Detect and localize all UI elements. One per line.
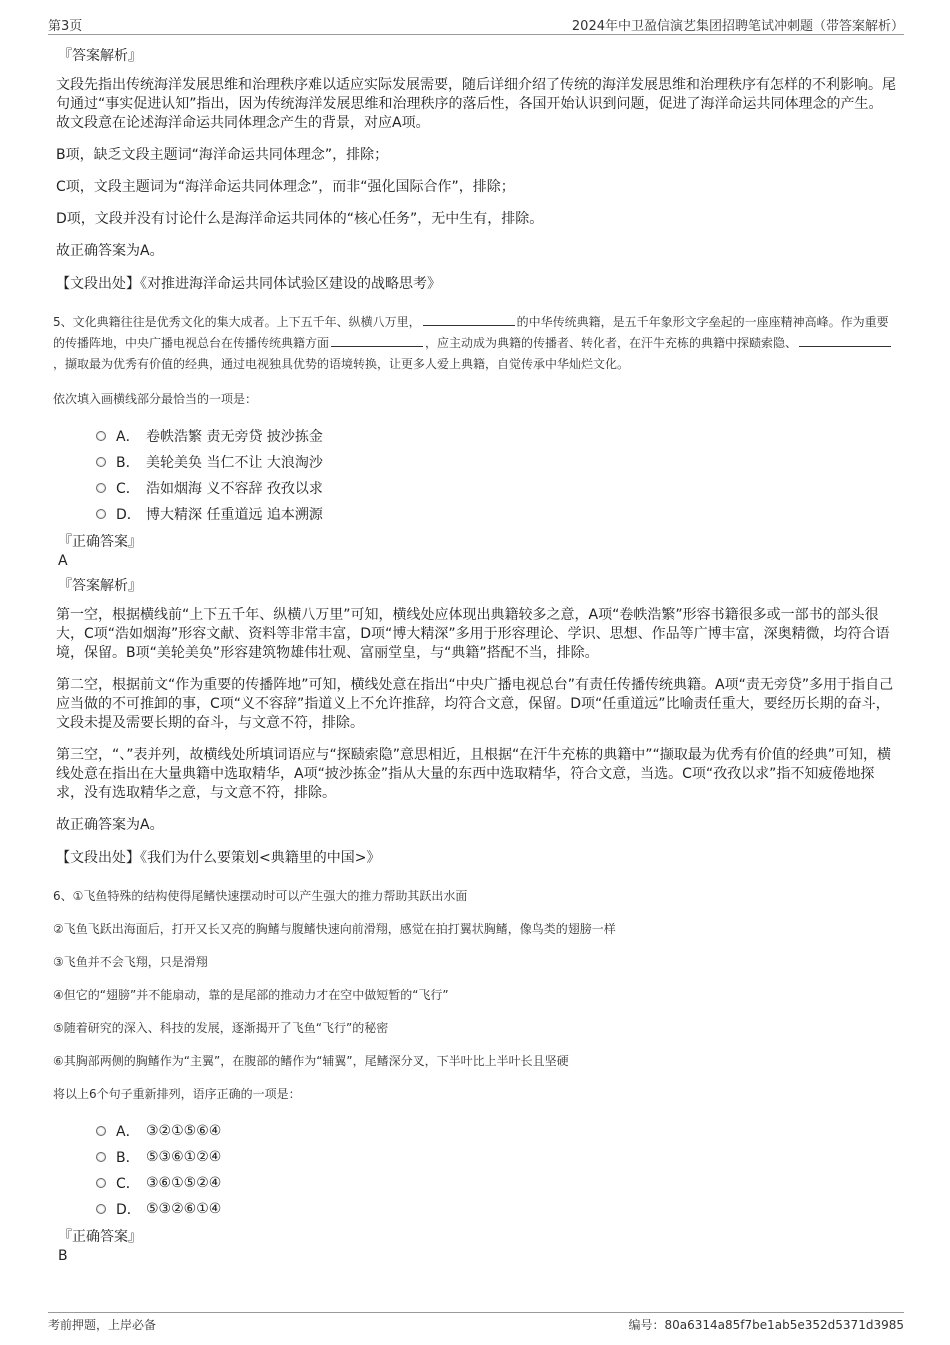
q4-analysis-b: B项，缺乏文段主题词“海洋命运共同体理念”，排除； bbox=[56, 147, 389, 163]
q5-conclusion: 故正确答案为A。 bbox=[56, 817, 164, 833]
q6-sentence-4: ④但它的“翅膀”并不能扇动，靠的是尾部的推动力才在空中做短暂的“飞行” bbox=[53, 988, 449, 1002]
radio-icon[interactable] bbox=[96, 1126, 106, 1136]
q6-sentence-2: ②飞鱼飞跃出海面后，打开又长又亮的胸鳍与腹鳍快速向前滑翔，感觉在拍打翼状胸鳍，像鸟类的翅膀一样 bbox=[53, 922, 616, 936]
option-text: 博大精深 任重道远 追本溯源 bbox=[146, 507, 323, 523]
q6-sentence-1: 6、①飞鱼特殊的结构使得尾鳍快速摆动时可以产生强大的推力帮助其跃出水面 bbox=[53, 889, 468, 903]
option-letter: D． bbox=[116, 507, 141, 523]
q5-option-c[interactable] bbox=[96, 475, 896, 501]
q4-analysis-c: C项，文段主题词为“海洋命运共同体理念”，而非“强化国际合作”，排除； bbox=[56, 179, 515, 195]
q5-stem-part3: ，应主动成为典籍的传播者、转化者，在汗牛充栋的典籍中探赜索隐、 bbox=[425, 336, 798, 350]
option-letter: B． bbox=[116, 455, 140, 471]
option-letter: A． bbox=[116, 1124, 140, 1140]
q4-analysis-d: D项，文段并没有讨论什么是海洋命运共同体的“核心任务”，无中生有，排除。 bbox=[56, 211, 544, 227]
option-text: 卷帙浩繁 责无旁贷 披沙拣金 bbox=[146, 429, 323, 445]
option-text: 浩如烟海 义不容辞 孜孜以求 bbox=[146, 481, 323, 497]
q4-source: 【文段出处】《对推进海洋命运共同体试验区建设的战略思考》 bbox=[56, 276, 441, 292]
option-text: ⑤③②⑥①④ bbox=[146, 1201, 222, 1217]
radio-icon[interactable] bbox=[96, 509, 106, 519]
q6-answer: B bbox=[58, 1248, 68, 1264]
option-text: ③②①⑤⑥④ bbox=[146, 1123, 222, 1139]
q5-analysis-blank1: 第一空，根据横线前“上下五千年、纵横八万里”可知，横线处应体现出典籍较多之意，A项“卷帙浩繁”形容书籍很多或一部书的部头很大，C项“浩如烟海”形容文献、资料等非常丰富，D项“博大精深”多用于形容理论、学识、思想、作品等广博丰富，深奥精微，均符合语境，保留。B项“美轮美奂”形容建筑物雄伟壮观、富丽堂皇，与“典籍”搭配不当，排除。 bbox=[56, 607, 890, 661]
q5-stem bbox=[53, 312, 896, 375]
q5-options bbox=[96, 423, 896, 527]
q5-stem-part2: 的中华传统典籍，是五千年象形文字垒起的一座座精神高峰。作为重要的传播阵地，中央广播电视总台在传播传统典籍方面 bbox=[53, 315, 889, 350]
q5-blank-1 bbox=[423, 313, 515, 326]
q5-stem-part4: ，撷取最为优秀有价值的经典，通过电视独具优势的语境转换，让更多人爱上典籍，自觉传承中华灿烂文化。 bbox=[53, 357, 630, 371]
q4-conclusion: 故正确答案为A。 bbox=[56, 243, 164, 259]
document-code: 编号：80a6314a85f7be1ab5e352d5371d3985 bbox=[628, 1318, 904, 1332]
option-letter: C． bbox=[116, 481, 140, 497]
q5-answer-label: 『正确答案』 bbox=[58, 534, 142, 550]
q5-stem-part1: 5、文化典籍往往是优秀文化的集大成者。上下五千年、纵横八万里， bbox=[53, 315, 421, 329]
option-letter: A． bbox=[116, 429, 140, 445]
q6-option-d[interactable] bbox=[96, 1196, 896, 1222]
q5-option-b[interactable] bbox=[96, 449, 896, 475]
page-content bbox=[53, 46, 896, 1271]
option-letter: D． bbox=[116, 1202, 141, 1218]
q6-option-c[interactable] bbox=[96, 1170, 896, 1196]
q5-blank-2 bbox=[331, 334, 423, 347]
document-title: 2024年中卫盈信演艺集团招聘笔试冲刺题（带答案解析） bbox=[571, 19, 904, 34]
page-footer bbox=[48, 1312, 904, 1332]
q5-analysis-label: 『答案解析』 bbox=[58, 578, 142, 594]
q6-option-a[interactable] bbox=[96, 1118, 896, 1144]
q6-sentence-3: ③飞鱼并不会飞翔，只是滑翔 bbox=[53, 955, 208, 969]
q5-option-d[interactable] bbox=[96, 501, 896, 527]
page-header bbox=[48, 12, 904, 35]
q4-analysis-paragraph: 文段先指出传统海洋发展思维和治理秩序难以适应实际发展需要，随后详细介绍了传统的海洋发展思维和治理秩序有怎样的不利影响。尾句通过“事实促进认知”指出，因为传统海洋发展思维和治理秩序的落后性，各国开始认识到问题，促进了海洋命运共同体理念的产生。故文段意在论述海洋命运共同体理念产生的背景，对应A项。 bbox=[56, 77, 896, 131]
q4-analysis-label: 『答案解析』 bbox=[58, 48, 142, 64]
q6-prompt: 将以上6个句子重新排列，语序正确的一项是： bbox=[53, 1087, 301, 1101]
q6-answer-label: 『正确答案』 bbox=[58, 1229, 142, 1245]
option-text: ⑤③⑥①②④ bbox=[146, 1149, 222, 1165]
q6-sentence-6: ⑥其胸部两侧的胸鳍作为“主翼”，在腹部的鳍作为“辅翼”，尾鳍深分叉，下半叶比上半叶长且坚硬 bbox=[53, 1054, 569, 1068]
q5-analysis-blank3: 第三空，“、”表并列，故横线处所填词语应与“探赜索隐”意思相近，且根据“在汗牛充栋的典籍中”“撷取最为优秀有价值的经典”可知，横线处意在指出在大量典籍中选取精华，A项“披沙拣金”指从大量的东西中选取精华，符合文意，当选。C项“孜孜以求”指不知疲倦地探求，没有选取精华之意，与文意不符，排除。 bbox=[56, 747, 892, 801]
option-text: 美轮美奂 当仁不让 大浪淘沙 bbox=[146, 455, 323, 471]
radio-icon[interactable] bbox=[96, 457, 106, 467]
radio-icon[interactable] bbox=[96, 1204, 106, 1214]
q5-blank-3 bbox=[799, 334, 891, 347]
option-text: ③⑥①⑤②④ bbox=[146, 1175, 222, 1191]
footer-slogan: 考前押题，上岸必备 bbox=[48, 1318, 157, 1332]
q5-source: 【文段出处】《我们为什么要策划<典籍里的中国>》 bbox=[56, 850, 381, 866]
option-letter: C． bbox=[116, 1176, 140, 1192]
radio-icon[interactable] bbox=[96, 483, 106, 493]
q6-sentence-5: ⑤随着研究的深入、科技的发展，逐渐揭开了飞鱼“飞行”的秘密 bbox=[53, 1021, 389, 1035]
option-letter: B． bbox=[116, 1150, 140, 1166]
q5-prompt: 依次填入画横线部分最恰当的一项是： bbox=[53, 392, 258, 406]
q5-analysis-blank2: 第二空，根据前文“作为重要的传播阵地”可知，横线处意在指出“中央广播电视总台”有责任传播传统典籍。A项“责无旁贷”多用于指自己应当做的不可推卸的事，C项“义不容辞”指道义上不允许推辞，均符合文意，保留。D项“任重道远”比喻责任重大，要经历长期的奋斗，文段未提及需要长期的奋斗，与文意不符，排除。 bbox=[56, 677, 894, 731]
q6-option-b[interactable] bbox=[96, 1144, 896, 1170]
radio-icon[interactable] bbox=[96, 1152, 106, 1162]
page-number: 第3页 bbox=[48, 19, 83, 34]
q5-answer: A bbox=[58, 553, 68, 569]
q6-options bbox=[96, 1118, 896, 1222]
q5-option-a[interactable] bbox=[96, 423, 896, 449]
radio-icon[interactable] bbox=[96, 431, 106, 441]
radio-icon[interactable] bbox=[96, 1178, 106, 1188]
